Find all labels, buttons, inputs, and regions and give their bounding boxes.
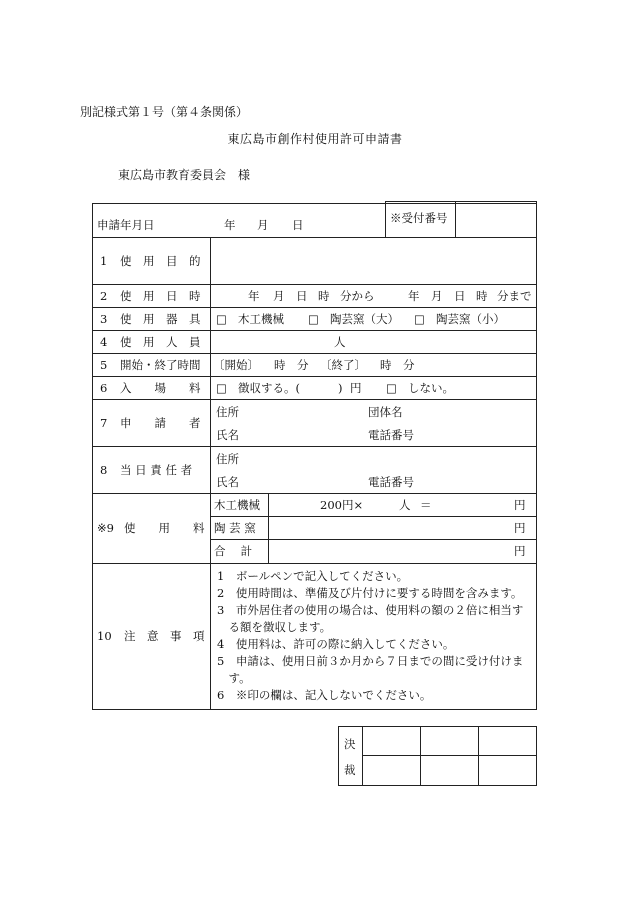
fee-label: 使 用 料 bbox=[124, 521, 205, 535]
to-month: 月 bbox=[431, 289, 443, 303]
from-minute: 分から bbox=[340, 289, 375, 303]
note-item: 6 ※印の欄は、記入しないでください。 bbox=[217, 688, 432, 702]
from-year: 年 bbox=[248, 289, 260, 303]
reception-number-label: ※受付番号 bbox=[390, 211, 448, 225]
end-time-label: 〔終了〕 bbox=[320, 358, 366, 372]
persons-number: 4 bbox=[100, 335, 108, 349]
to-day: 日 bbox=[454, 289, 466, 303]
applicant-address-label: 住所 bbox=[216, 405, 239, 419]
manager-phone-label: 電話番号 bbox=[368, 475, 414, 489]
fee-woodwork-unit: 人 bbox=[399, 498, 411, 512]
equipment-label: 使 用 器 具 bbox=[120, 312, 201, 326]
equipment-option-kiln-small: 陶芸窯（小） bbox=[436, 312, 505, 326]
persons-unit: 人 bbox=[334, 335, 346, 349]
equipment-option-kiln-large: 陶芸窯（大） bbox=[330, 312, 399, 326]
admission-no-checkbox[interactable]: □ bbox=[386, 381, 397, 395]
notes-number: 10 bbox=[97, 629, 112, 643]
applicant-group-label: 団体名 bbox=[368, 405, 403, 419]
equipment-option-woodwork: 木工機械 bbox=[238, 312, 284, 326]
datetime-label: 使 用 日 時 bbox=[120, 289, 201, 303]
approval-stamp-cell[interactable] bbox=[363, 727, 420, 785]
equipment-checkbox-kiln-small[interactable]: □ bbox=[414, 312, 425, 326]
fee-number: ※9 bbox=[97, 521, 114, 535]
manager-number: 8 bbox=[100, 463, 108, 477]
document-title: 東広島市創作村使用許可申請書 bbox=[227, 132, 403, 146]
approval-label-top: 決 bbox=[344, 737, 356, 751]
applicant-number: 7 bbox=[100, 416, 108, 430]
notes-label: 注 意 事 項 bbox=[124, 629, 205, 643]
fee-woodwork-equals: ＝ bbox=[420, 498, 432, 512]
manager-address-label: 住所 bbox=[216, 452, 239, 466]
application-year-unit: 年 bbox=[224, 218, 236, 232]
time-label: 開始・終了時間 bbox=[120, 358, 201, 372]
admission-close-paren: ) bbox=[338, 381, 343, 395]
fee-woodwork-rate: 200円× bbox=[320, 498, 364, 512]
equipment-number: 3 bbox=[100, 312, 108, 326]
start-time-unit[interactable]: 時 分 bbox=[274, 358, 309, 372]
end-time-unit[interactable]: 時 分 bbox=[380, 358, 415, 372]
manager-name-label: 氏名 bbox=[216, 475, 239, 489]
time-number: 5 bbox=[100, 358, 108, 372]
fee-kiln-label: 陶 芸 窯 bbox=[214, 521, 256, 535]
note-item: る額を徴収します。 bbox=[217, 620, 332, 634]
purpose-number: 1 bbox=[100, 254, 108, 268]
approval-label-bottom: 裁 bbox=[344, 763, 356, 777]
manager-label: 当 日 責 任 者 bbox=[120, 463, 193, 477]
from-hour: 時 bbox=[318, 289, 330, 303]
application-day-unit: 日 bbox=[292, 218, 304, 232]
applicant-label: 申 請 者 bbox=[120, 416, 201, 430]
fee-woodwork-yen: 円 bbox=[514, 498, 526, 512]
datetime-number: 2 bbox=[100, 289, 108, 303]
to-hour: 時 bbox=[476, 289, 488, 303]
application-month-unit: 月 bbox=[257, 218, 269, 232]
admission-collect-text: 徴収する。( bbox=[238, 381, 300, 395]
approval-stamp-cell[interactable] bbox=[479, 727, 536, 785]
applicant-name-label: 氏名 bbox=[216, 428, 239, 442]
note-item: 1 ボールペンで記入してください。 bbox=[217, 569, 409, 583]
admission-number: 6 bbox=[100, 381, 108, 395]
reception-number-field[interactable] bbox=[460, 213, 532, 231]
fee-total-yen: 円 bbox=[514, 544, 526, 558]
start-time-label: 〔開始〕 bbox=[213, 358, 259, 372]
equipment-checkbox-kiln-large[interactable]: □ bbox=[308, 312, 319, 326]
admission-no-text: しない。 bbox=[408, 381, 454, 395]
fee-kiln-yen: 円 bbox=[514, 521, 526, 535]
note-item: 3 市外居住者の使用の場合は、使用料の額の２倍に相当す bbox=[217, 603, 524, 617]
addressee: 東広島市教育委員会 様 bbox=[118, 168, 251, 182]
purpose-label: 使 用 目 的 bbox=[120, 254, 201, 268]
application-date-label: 申請年月日 bbox=[97, 218, 155, 232]
admission-collect-checkbox[interactable]: □ bbox=[216, 381, 227, 395]
from-day: 日 bbox=[296, 289, 308, 303]
fee-total-label: 合 計 bbox=[214, 544, 253, 558]
from-month: 月 bbox=[273, 289, 285, 303]
note-item: 4 使用料は、許可の際に納入してください。 bbox=[217, 637, 455, 651]
to-minute: 分まで bbox=[497, 289, 532, 303]
note-item: 2 使用時間は、準備及び片付けに要する時間を含みます。 bbox=[217, 586, 523, 600]
note-item: す。 bbox=[217, 671, 251, 685]
applicant-phone-label: 電話番号 bbox=[368, 428, 414, 442]
form-reference: 別記様式第１号（第４条関係） bbox=[80, 105, 249, 119]
purpose-field[interactable] bbox=[214, 243, 532, 279]
to-year: 年 bbox=[408, 289, 420, 303]
admission-label: 入 場 料 bbox=[120, 381, 201, 395]
admission-yen-unit: 円 bbox=[350, 381, 362, 395]
note-item: 5 申請は、使用日前３か月から７日までの間に受け付けま bbox=[217, 654, 524, 668]
fee-woodwork-label: 木工機械 bbox=[214, 498, 260, 512]
persons-label: 使 用 人 員 bbox=[120, 335, 201, 349]
approval-stamp-cell[interactable] bbox=[421, 727, 478, 785]
equipment-checkbox-woodwork[interactable]: □ bbox=[216, 312, 227, 326]
